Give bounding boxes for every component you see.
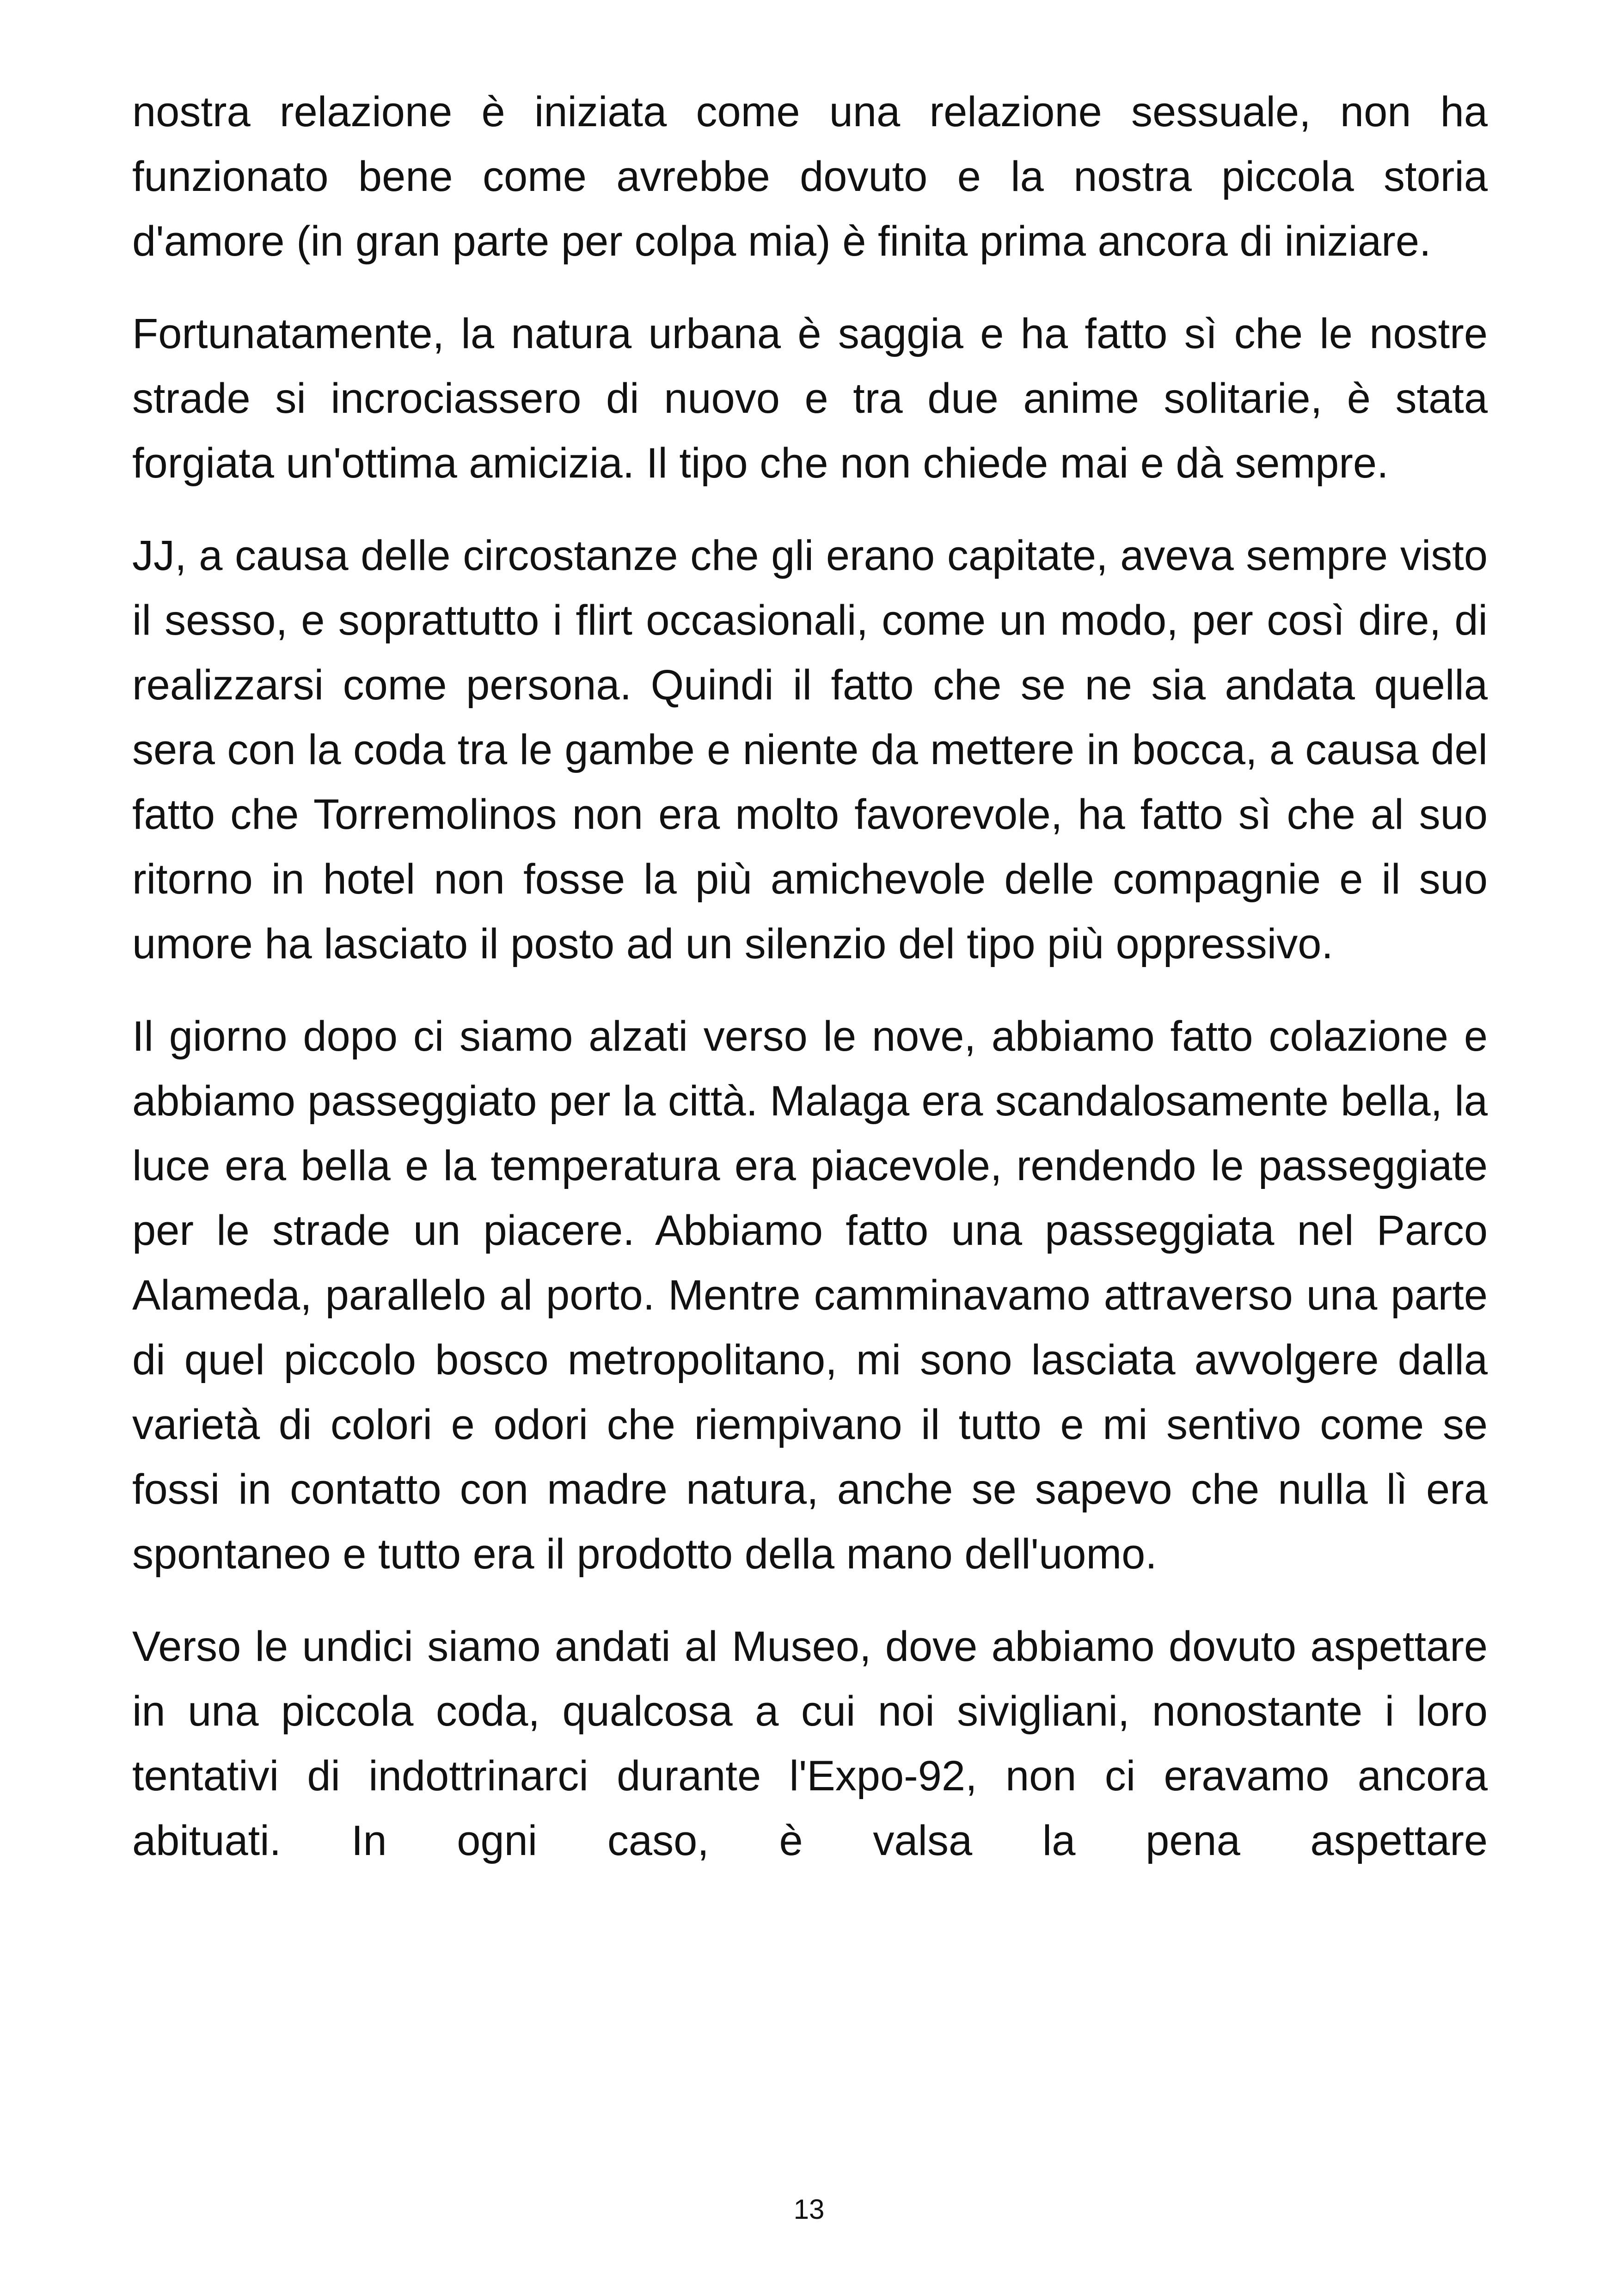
paragraph: JJ, a causa delle circostanze che gli erano capitate, aveva sempre visto il sesso, e soprattutto i flirt occasionali, come un modo, per così dire, di realizzarsi come persona. Quindi il fatto che se ne sia andata quella sera con la coda tra le gambe e niente da mettere in bocca, a causa del fatto che Torremolinos non era molto favorevole, ha fatto sì che al suo ritorno in hotel non fosse la più amichevole delle compagnie e il suo umore ha lasciato il posto ad un silenzio del tipo più oppressivo. bbox=[132, 532, 1488, 967]
body-text bbox=[132, 80, 1488, 1901]
paragraph: Fortunatamente, la natura urbana è saggia e ha fatto sì che le nostre strade si incrociassero di nuovo e tra due anime solitarie, è stata forgiata un'ottima amicizia. Il tipo che non chiede mai e dà sempre. bbox=[132, 310, 1488, 487]
paragraph: Il giorno dopo ci siamo alzati verso le nove, abbiamo fatto colazione e abbiamo passeggiato per la città. Malaga era scandalosamente bella, la luce era bella e la temperatura era piacevole, rendendo le passeggiate per le strade un piacere. Abbiamo fatto una passeggiata nel Parco Alameda, parallelo al porto. Mentre camminavamo attraverso una parte di quel piccolo bosco metropolitano, mi sono lasciata avvolgere dalla varietà di colori e odori che riempivano il tutto e mi sentivo come se fossi in contatto con madre natura, anche se sapevo che nulla lì era spontaneo e tutto era il prodotto della mano dell'uomo. bbox=[132, 1013, 1488, 1578]
paragraph: nostra relazione è iniziata come una relazione sessuale, non ha funzionato bene come avrebbe dovuto e la nostra piccola storia d'amore (in gran parte per colpa mia) è finita prima ancora di iniziare. bbox=[132, 88, 1488, 265]
page-number: 13 bbox=[793, 2194, 825, 2225]
paragraph: Verso le undici siamo andati al Museo, dove abbiamo dovuto aspettare in una piccola coda, qualcosa a cui noi sivigliani, nonostante i loro tentativi di indottrinarci durante l'Expo-92, non ci eravamo ancora abituati. In ogni caso, è valsa la pena aspettare bbox=[132, 1623, 1488, 1864]
